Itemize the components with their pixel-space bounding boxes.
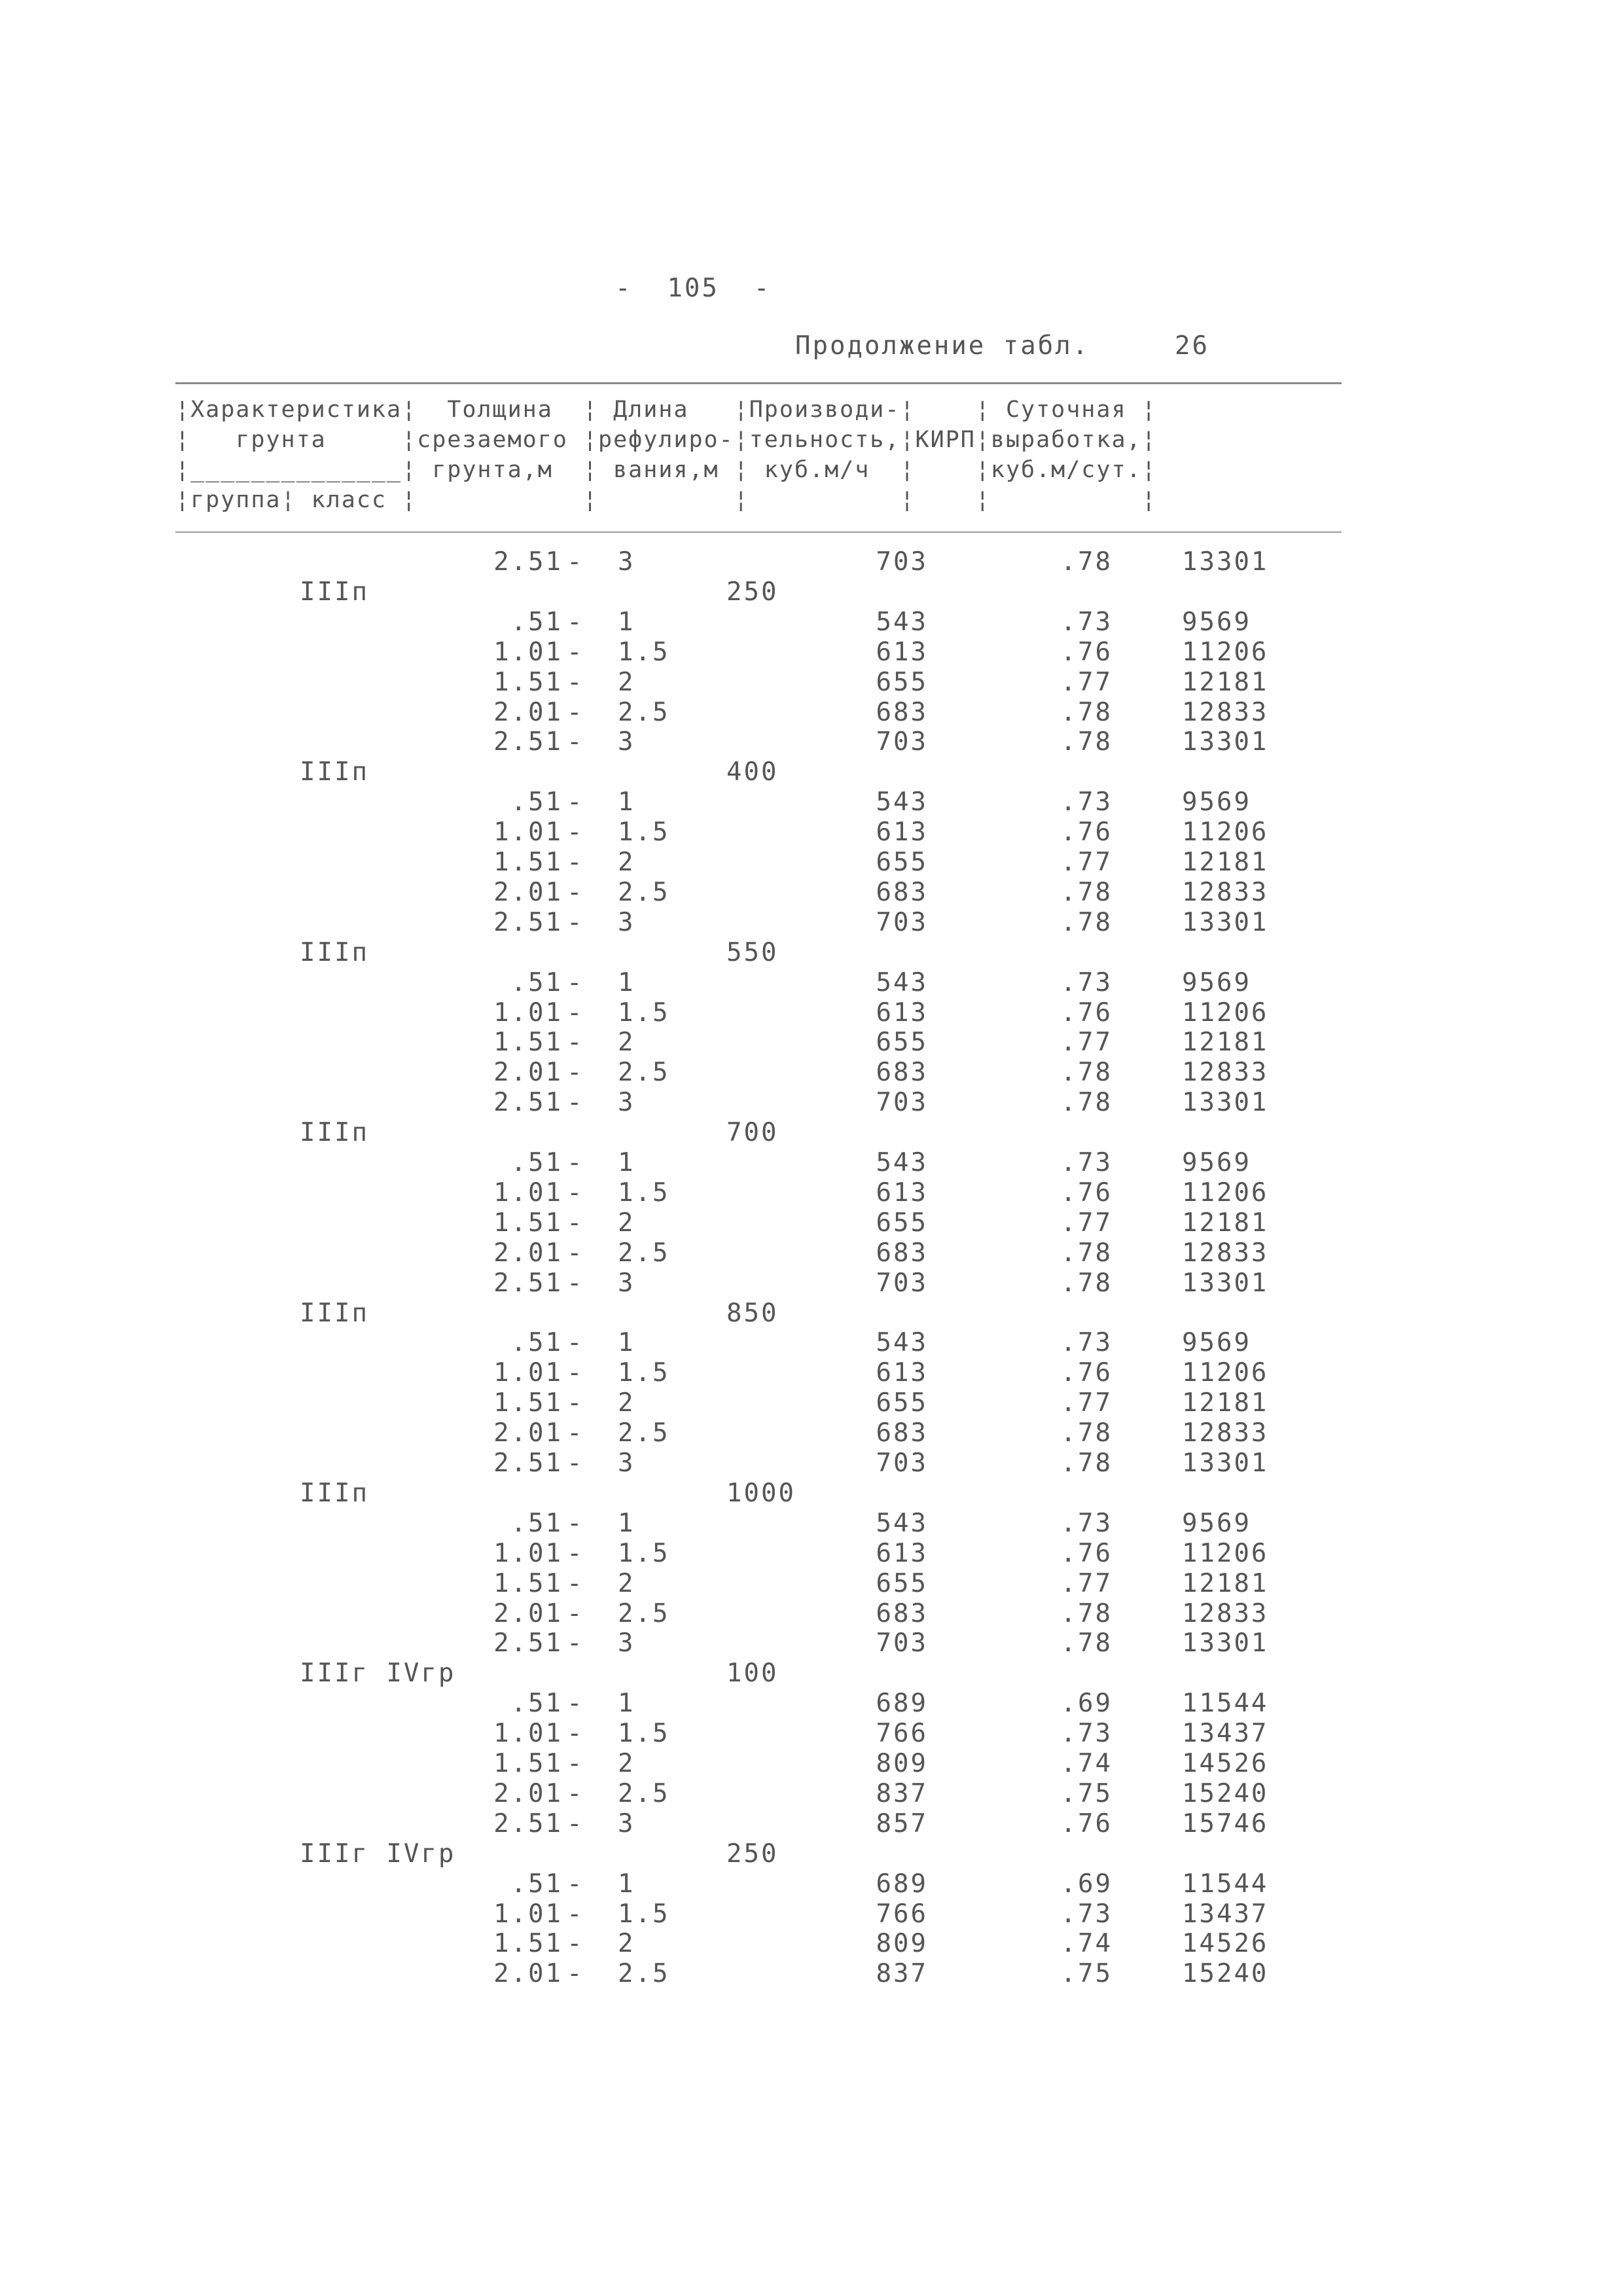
thickness-from: 2.51 [493, 908, 563, 937]
productivity-value: 689 [876, 1689, 928, 1718]
thickness-to: 2.5 [618, 1058, 670, 1087]
thickness-to: 1 [618, 787, 635, 817]
daily-output-value: 11206 [1182, 1178, 1269, 1208]
productivity-value: 543 [876, 1148, 928, 1177]
thickness-from: 2.01 [493, 1779, 563, 1808]
thickness-from: 1.51 [493, 1749, 563, 1778]
thickness-from: 2.01 [493, 1599, 563, 1628]
thickness-to: 2 [618, 1569, 635, 1598]
header-row-2: ¦ грунта ¦срезаемого ¦рефулиро-¦тельность,¦КИРП¦выработка,¦ [175, 427, 1157, 453]
productivity-value: 655 [876, 1388, 928, 1418]
kirp-value: .76 [1060, 1539, 1113, 1568]
thickness-to: 1.5 [618, 1539, 670, 1568]
daily-output-value: 11206 [1182, 817, 1269, 847]
productivity-value: 655 [876, 1208, 928, 1238]
daily-output-value: 13301 [1182, 908, 1269, 937]
productivity-value: 613 [876, 1539, 928, 1568]
productivity-value: 613 [876, 817, 928, 847]
daily-output-value: 13301 [1182, 727, 1269, 757]
thickness-to: 3 [618, 1268, 635, 1298]
productivity-value: 655 [876, 1028, 928, 1057]
daily-output-value: 13301 [1182, 1268, 1269, 1298]
kirp-value: .78 [1060, 698, 1113, 727]
group-length: 100 [726, 1659, 779, 1688]
group-length: 850 [726, 1299, 779, 1328]
daily-output-value: 12833 [1182, 878, 1269, 907]
thickness-to: 3 [618, 1448, 635, 1478]
group-label: IIIг IVгр [300, 1659, 456, 1688]
thickness-to: 2 [618, 848, 635, 877]
thickness-to: 3 [618, 1088, 635, 1117]
productivity-value: 703 [876, 547, 928, 577]
range-dash: - [567, 607, 584, 637]
daily-output-value: 13437 [1182, 1899, 1269, 1929]
range-dash: - [567, 1869, 584, 1899]
thickness-from: 1.01 [493, 637, 563, 667]
thickness-to: 1.5 [618, 1899, 670, 1929]
group-length: 700 [726, 1118, 779, 1147]
productivity-value: 543 [876, 968, 928, 997]
thickness-from: .51 [510, 968, 563, 997]
kirp-value: .75 [1060, 1779, 1113, 1808]
thickness-from: 2.51 [493, 1268, 563, 1298]
kirp-value: .78 [1060, 547, 1113, 577]
thickness-to: 2.5 [618, 1238, 670, 1268]
kirp-value: .76 [1060, 1178, 1113, 1208]
range-dash: - [567, 1899, 584, 1929]
thickness-to: 1.5 [618, 1719, 670, 1748]
daily-output-value: 15746 [1182, 1809, 1269, 1839]
kirp-value: .78 [1060, 727, 1113, 757]
productivity-value: 703 [876, 1628, 928, 1658]
thickness-from: 2.01 [493, 878, 563, 907]
range-dash: - [567, 968, 584, 997]
kirp-value: .73 [1060, 968, 1113, 997]
thickness-from: .51 [510, 1148, 563, 1177]
productivity-value: 809 [876, 1749, 928, 1778]
kirp-value: .75 [1060, 1959, 1113, 1988]
daily-output-value: 9569 [1182, 1148, 1251, 1177]
thickness-to: 1 [618, 1509, 635, 1538]
group-label: IIIг IVгр [300, 1839, 456, 1869]
range-dash: - [567, 1779, 584, 1808]
thickness-to: 1.5 [618, 998, 670, 1028]
range-dash: - [567, 547, 584, 577]
daily-output-value: 12181 [1182, 1208, 1269, 1238]
kirp-value: .77 [1060, 1028, 1113, 1057]
productivity-value: 683 [876, 698, 928, 727]
thickness-from: 2.01 [493, 1238, 563, 1268]
kirp-value: .77 [1060, 1569, 1113, 1598]
range-dash: - [567, 1238, 584, 1268]
range-dash: - [567, 668, 584, 697]
range-dash: - [567, 1628, 584, 1658]
header-row-1: ¦Характеристика¦ Толщина ¦ Длина ¦Производи-¦ ¦ Суточная ¦ [175, 397, 1157, 423]
thickness-to: 1 [618, 1148, 635, 1177]
header-row-3: ¦______________¦ грунта,м ¦ вания,м ¦ куб.м/ч ¦ ¦куб.м/сут.¦ [175, 457, 1157, 483]
thickness-to: 2.5 [618, 1779, 670, 1808]
thickness-from: 1.01 [493, 1539, 563, 1568]
group-label: IIIп [300, 1299, 369, 1328]
productivity-value: 703 [876, 908, 928, 937]
kirp-value: .73 [1060, 1148, 1113, 1177]
kirp-value: .73 [1060, 787, 1113, 817]
productivity-value: 613 [876, 998, 928, 1028]
group-label: IIIп [300, 938, 369, 967]
range-dash: - [567, 1719, 584, 1748]
productivity-value: 655 [876, 1569, 928, 1598]
thickness-to: 2 [618, 1388, 635, 1418]
productivity-value: 766 [876, 1719, 928, 1748]
productivity-value: 683 [876, 1058, 928, 1087]
kirp-value: .78 [1060, 1088, 1113, 1117]
daily-output-value: 9569 [1182, 1509, 1251, 1538]
daily-output-value: 12833 [1182, 1418, 1269, 1448]
thickness-from: .51 [510, 1689, 563, 1718]
productivity-value: 683 [876, 878, 928, 907]
group-length: 400 [726, 757, 779, 787]
thickness-from: .51 [510, 1869, 563, 1899]
range-dash: - [567, 1358, 584, 1388]
productivity-value: 837 [876, 1779, 928, 1808]
thickness-to: 3 [618, 547, 635, 577]
kirp-value: .69 [1060, 1689, 1113, 1718]
daily-output-value: 11544 [1182, 1869, 1269, 1899]
daily-output-value: 13301 [1182, 547, 1269, 577]
productivity-value: 703 [876, 1088, 928, 1117]
kirp-value: .73 [1060, 1719, 1113, 1748]
thickness-to: 1.5 [618, 817, 670, 847]
continuation-label: Продолжение табл. [795, 331, 1090, 361]
thickness-from: 1.01 [493, 1178, 563, 1208]
range-dash: - [567, 1749, 584, 1778]
thickness-to: 3 [618, 1628, 635, 1658]
kirp-value: .73 [1060, 1899, 1113, 1929]
thickness-from: .51 [510, 607, 563, 637]
thickness-from: 2.01 [493, 1959, 563, 1988]
daily-output-value: 11206 [1182, 998, 1269, 1028]
thickness-to: 2 [618, 1749, 635, 1778]
group-length: 1000 [726, 1479, 796, 1508]
kirp-value: .69 [1060, 1869, 1113, 1899]
productivity-value: 703 [876, 1268, 928, 1298]
kirp-value: .78 [1060, 1418, 1113, 1448]
range-dash: - [567, 1809, 584, 1839]
productivity-value: 655 [876, 848, 928, 877]
thickness-to: 1 [618, 968, 635, 997]
range-dash: - [567, 1088, 584, 1117]
thickness-from: 1.51 [493, 668, 563, 697]
thickness-from: 1.51 [493, 1929, 563, 1958]
thickness-to: 1.5 [618, 1358, 670, 1388]
range-dash: - [567, 1388, 584, 1418]
daily-output-value: 12181 [1182, 1028, 1269, 1057]
range-dash: - [567, 1539, 584, 1568]
range-dash: - [567, 1448, 584, 1478]
productivity-value: 857 [876, 1809, 928, 1839]
daily-output-value: 14526 [1182, 1929, 1269, 1958]
thickness-to: 1 [618, 1689, 635, 1718]
group-length: 250 [726, 577, 779, 607]
kirp-value: .76 [1060, 1358, 1113, 1388]
productivity-value: 613 [876, 637, 928, 667]
group-label: IIIп [300, 1118, 369, 1147]
daily-output-value: 11544 [1182, 1689, 1269, 1718]
thickness-to: 1 [618, 1328, 635, 1357]
page-number: - 105 - [615, 274, 772, 303]
daily-output-value: 15240 [1182, 1959, 1269, 1988]
productivity-value: 683 [876, 1599, 928, 1628]
range-dash: - [567, 1689, 584, 1718]
thickness-to: 2.5 [618, 698, 670, 727]
thickness-to: 2 [618, 1929, 635, 1958]
kirp-value: .76 [1060, 998, 1113, 1028]
kirp-value: .73 [1060, 1509, 1113, 1538]
thickness-to: 2.5 [618, 1959, 670, 1988]
header-row-4: ¦группа¦ класс ¦ ¦ ¦ ¦ ¦ ¦ [175, 487, 1157, 513]
daily-output-value: 12833 [1182, 1058, 1269, 1087]
productivity-value: 766 [876, 1899, 928, 1929]
thickness-from: 2.51 [493, 547, 563, 577]
daily-output-value: 15240 [1182, 1779, 1269, 1808]
thickness-from: 1.01 [493, 1358, 563, 1388]
thickness-to: 1.5 [618, 637, 670, 667]
thickness-to: 1.5 [618, 1178, 670, 1208]
daily-output-value: 11206 [1182, 1358, 1269, 1388]
kirp-value: .78 [1060, 1238, 1113, 1268]
thickness-to: 3 [618, 908, 635, 937]
group-label: IIIп [300, 757, 369, 787]
thickness-from: 1.51 [493, 1388, 563, 1418]
thickness-from: 1.51 [493, 1028, 563, 1057]
productivity-value: 543 [876, 1509, 928, 1538]
daily-output-value: 9569 [1182, 787, 1251, 817]
productivity-value: 683 [876, 1418, 928, 1448]
thickness-from: 2.51 [493, 1088, 563, 1117]
kirp-value: .77 [1060, 848, 1113, 877]
daily-output-value: 12181 [1182, 1569, 1269, 1598]
range-dash: - [567, 1328, 584, 1357]
range-dash: - [567, 787, 584, 817]
thickness-to: 3 [618, 1809, 635, 1839]
daily-output-value: 12833 [1182, 698, 1269, 727]
thickness-from: 1.01 [493, 998, 563, 1028]
range-dash: - [567, 1208, 584, 1238]
thickness-from: .51 [510, 1509, 563, 1538]
productivity-value: 543 [876, 787, 928, 817]
productivity-value: 809 [876, 1929, 928, 1958]
thickness-from: 2.01 [493, 698, 563, 727]
thickness-from: 2.01 [493, 1418, 563, 1448]
daily-output-value: 9569 [1182, 1328, 1251, 1357]
productivity-value: 543 [876, 1328, 928, 1357]
range-dash: - [567, 1418, 584, 1448]
daily-output-value: 13301 [1182, 1628, 1269, 1658]
thickness-from: 1.01 [493, 1719, 563, 1748]
kirp-value: .76 [1060, 637, 1113, 667]
range-dash: - [567, 1929, 584, 1958]
daily-output-value: 9569 [1182, 968, 1251, 997]
kirp-value: .77 [1060, 1388, 1113, 1418]
productivity-value: 703 [876, 727, 928, 757]
thickness-from: 2.51 [493, 1809, 563, 1839]
daily-output-value: 12181 [1182, 668, 1269, 697]
table-top-rule [175, 382, 1342, 384]
range-dash: - [567, 1599, 584, 1628]
group-label: IIIп [300, 1479, 369, 1508]
kirp-value: .76 [1060, 817, 1113, 847]
daily-output-value: 11206 [1182, 637, 1269, 667]
productivity-value: 613 [876, 1358, 928, 1388]
kirp-value: .73 [1060, 607, 1113, 637]
range-dash: - [567, 637, 584, 667]
range-dash: - [567, 1058, 584, 1087]
thickness-to: 2.5 [618, 1418, 670, 1448]
daily-output-value: 13301 [1182, 1448, 1269, 1478]
group-label: IIIп [300, 577, 369, 607]
thickness-to: 2.5 [618, 878, 670, 907]
header-bottom-rule [175, 531, 1342, 533]
productivity-value: 613 [876, 1178, 928, 1208]
range-dash: - [567, 1509, 584, 1538]
thickness-from: 1.51 [493, 848, 563, 877]
kirp-value: .74 [1060, 1749, 1113, 1778]
daily-output-value: 14526 [1182, 1749, 1269, 1778]
productivity-value: 543 [876, 607, 928, 637]
thickness-from: 2.01 [493, 1058, 563, 1087]
daily-output-value: 12833 [1182, 1599, 1269, 1628]
daily-output-value: 12181 [1182, 1388, 1269, 1418]
thickness-to: 2 [618, 1028, 635, 1057]
kirp-value: .74 [1060, 1929, 1113, 1958]
daily-output-value: 13301 [1182, 1088, 1269, 1117]
thickness-from: 2.51 [493, 727, 563, 757]
productivity-value: 683 [876, 1238, 928, 1268]
productivity-value: 837 [876, 1959, 928, 1988]
range-dash: - [567, 1028, 584, 1057]
thickness-from: .51 [510, 787, 563, 817]
thickness-to: 2.5 [618, 1599, 670, 1628]
kirp-value: .78 [1060, 1058, 1113, 1087]
productivity-value: 655 [876, 668, 928, 697]
range-dash: - [567, 1959, 584, 1988]
thickness-from: 1.01 [493, 817, 563, 847]
range-dash: - [567, 908, 584, 937]
table-number: 26 [1175, 331, 1209, 361]
range-dash: - [567, 1148, 584, 1177]
daily-output-value: 11206 [1182, 1539, 1269, 1568]
daily-output-value: 12181 [1182, 848, 1269, 877]
range-dash: - [567, 998, 584, 1028]
range-dash: - [567, 817, 584, 847]
thickness-from: .51 [510, 1328, 563, 1357]
thickness-to: 1 [618, 1869, 635, 1899]
kirp-value: .78 [1060, 1628, 1113, 1658]
range-dash: - [567, 1178, 584, 1208]
productivity-value: 689 [876, 1869, 928, 1899]
kirp-value: .78 [1060, 1448, 1113, 1478]
kirp-value: .78 [1060, 878, 1113, 907]
thickness-to: 1 [618, 607, 635, 637]
thickness-from: 1.01 [493, 1899, 563, 1929]
kirp-value: .77 [1060, 1208, 1113, 1238]
group-length: 250 [726, 1839, 779, 1869]
range-dash: - [567, 1268, 584, 1298]
thickness-to: 2 [618, 668, 635, 697]
thickness-to: 2 [618, 1208, 635, 1238]
range-dash: - [567, 878, 584, 907]
group-length: 550 [726, 938, 779, 967]
range-dash: - [567, 727, 584, 757]
kirp-value: .73 [1060, 1328, 1113, 1357]
range-dash: - [567, 1569, 584, 1598]
kirp-value: .78 [1060, 1599, 1113, 1628]
daily-output-value: 9569 [1182, 607, 1251, 637]
daily-output-value: 12833 [1182, 1238, 1269, 1268]
range-dash: - [567, 698, 584, 727]
thickness-from: 1.51 [493, 1569, 563, 1598]
thickness-to: 3 [618, 727, 635, 757]
kirp-value: .78 [1060, 1268, 1113, 1298]
daily-output-value: 13437 [1182, 1719, 1269, 1748]
range-dash: - [567, 848, 584, 877]
kirp-value: .77 [1060, 668, 1113, 697]
thickness-from: 2.51 [493, 1628, 563, 1658]
thickness-from: 2.51 [493, 1448, 563, 1478]
kirp-value: .76 [1060, 1809, 1113, 1839]
thickness-from: 1.51 [493, 1208, 563, 1238]
kirp-value: .78 [1060, 908, 1113, 937]
productivity-value: 703 [876, 1448, 928, 1478]
